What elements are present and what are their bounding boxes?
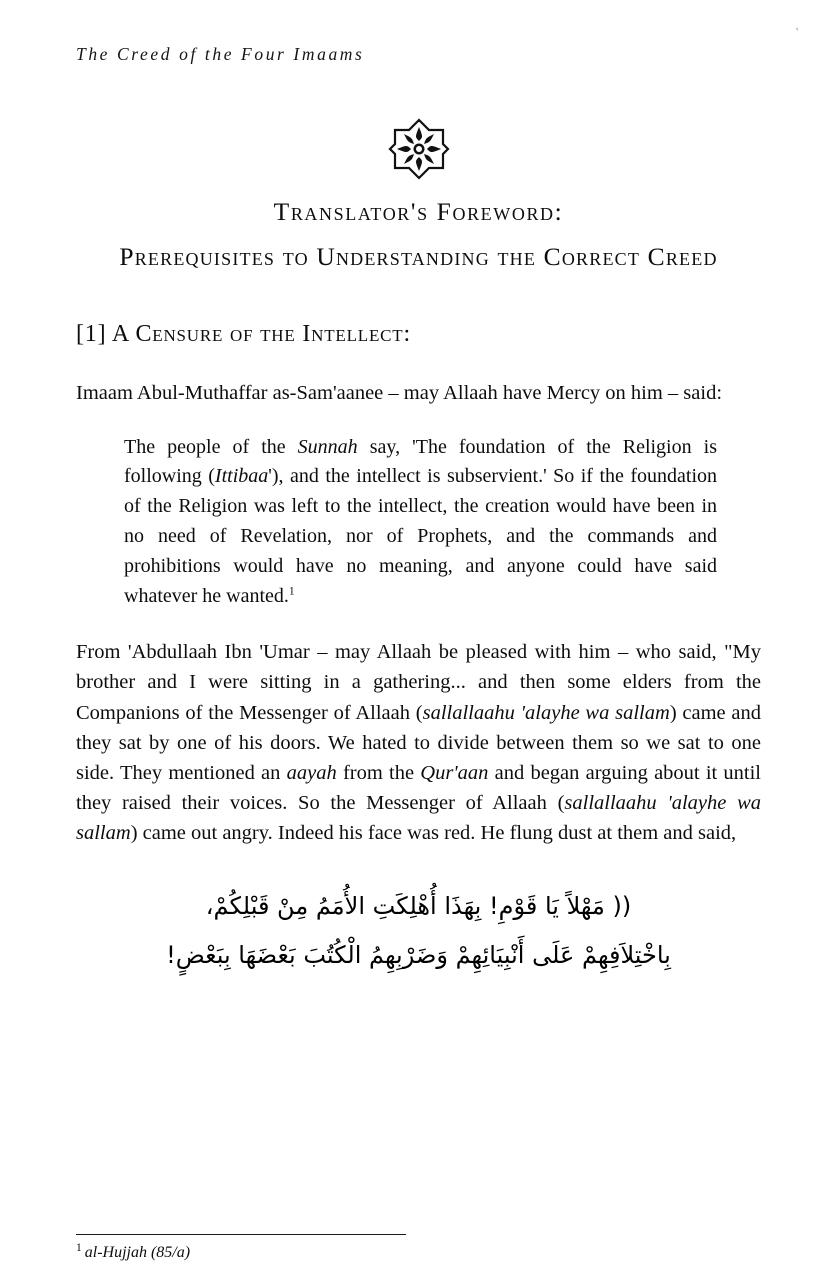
narration-text-3: from the <box>336 761 421 784</box>
narration-text-1: From 'Abdullaah Ibn 'Umar – may Allaah be pleased with him – who said, "My brother and I were sitting in a gathering... and then some elders from the Companions of the Messenger of Allaah ( <box>76 641 761 724</box>
narration-text-5: ) came out angry. Indeed his face was red. He flung dust at them and said, <box>130 822 737 845</box>
page-corner-mark: ' <box>795 25 801 39</box>
narration-text-2: ) came and they sat by one of his doors. We hated to divide between them so we sat to one side. They mentioned an <box>76 701 762 784</box>
block-quote <box>76 433 761 612</box>
quote-text-part-2: say, 'The foundation of the Religion is following ( <box>124 435 717 488</box>
narration-italic-quraan: Qur'aan <box>420 761 489 784</box>
quote-italic-sunnah: Sunnah <box>297 435 358 458</box>
narration-italic-2: sallallaahu 'alayhe wa sallam <box>76 791 761 845</box>
narration-text-4: and began arguing about it until they raised their voices. So the Messenger of Allaah ( <box>76 761 762 814</box>
ornament-container <box>76 117 761 183</box>
footnote-text: al-Hujjah (85/a) <box>84 1244 191 1262</box>
page-title <box>76 193 761 275</box>
title-line-1: Translator's Foreword: <box>273 197 564 226</box>
running-head: The Creed of the Four Imaams <box>76 44 365 64</box>
intro-paragraph: Imaam Abul-Muthaffar as-Sam'aanee – may Allaah have Mercy on him – said: <box>76 382 723 405</box>
footnote-divider <box>76 1234 406 1235</box>
footnote-area <box>76 1234 761 1264</box>
title-line-2: Prerequisites to Understanding the Correct Creed <box>119 242 718 272</box>
arabic-hadith-text <box>76 882 761 980</box>
quote-text-part-3: '), and the intellect is subservient.' So if the foundation of the Religion was left to the intellect, the creation would have been in no need of Revelation, nor of Prophets, and the commands and prohibitions would have no meaning, and anyone could have said whatever he wanted. <box>124 465 718 607</box>
footnote-marker: 1 <box>288 584 295 597</box>
section-heading: [1] A Censure of the Intellect: <box>76 321 411 348</box>
arabic-line-1: (( مَهْلاً يَا قَوْمِ! بِهَذَا أُهْلِكَتِ الأُمَمُ مِنْ قَبْلِكُمْ، <box>205 892 632 921</box>
narration-paragraph <box>76 637 761 848</box>
eight-pointed-star-rosette-icon <box>387 117 451 181</box>
footnote-entry <box>76 1243 761 1264</box>
narration-italic-1: sallallaahu 'alayhe wa sallam <box>422 701 670 724</box>
quote-italic-ittibaa: Ittibaa <box>214 465 269 488</box>
footnote-number: 1 <box>76 1241 82 1254</box>
quote-text-part-1: The people of the <box>124 435 298 458</box>
narration-italic-aayah: aayah <box>286 761 337 784</box>
arabic-line-2: بِاخْتِلاَفِهِمْ عَلَى أَنْبِيَائِهِمْ وَضَرْبِهِمُ الْكُتُبَ بَعْضَهَا بِبَعْضٍ! <box>166 941 671 970</box>
